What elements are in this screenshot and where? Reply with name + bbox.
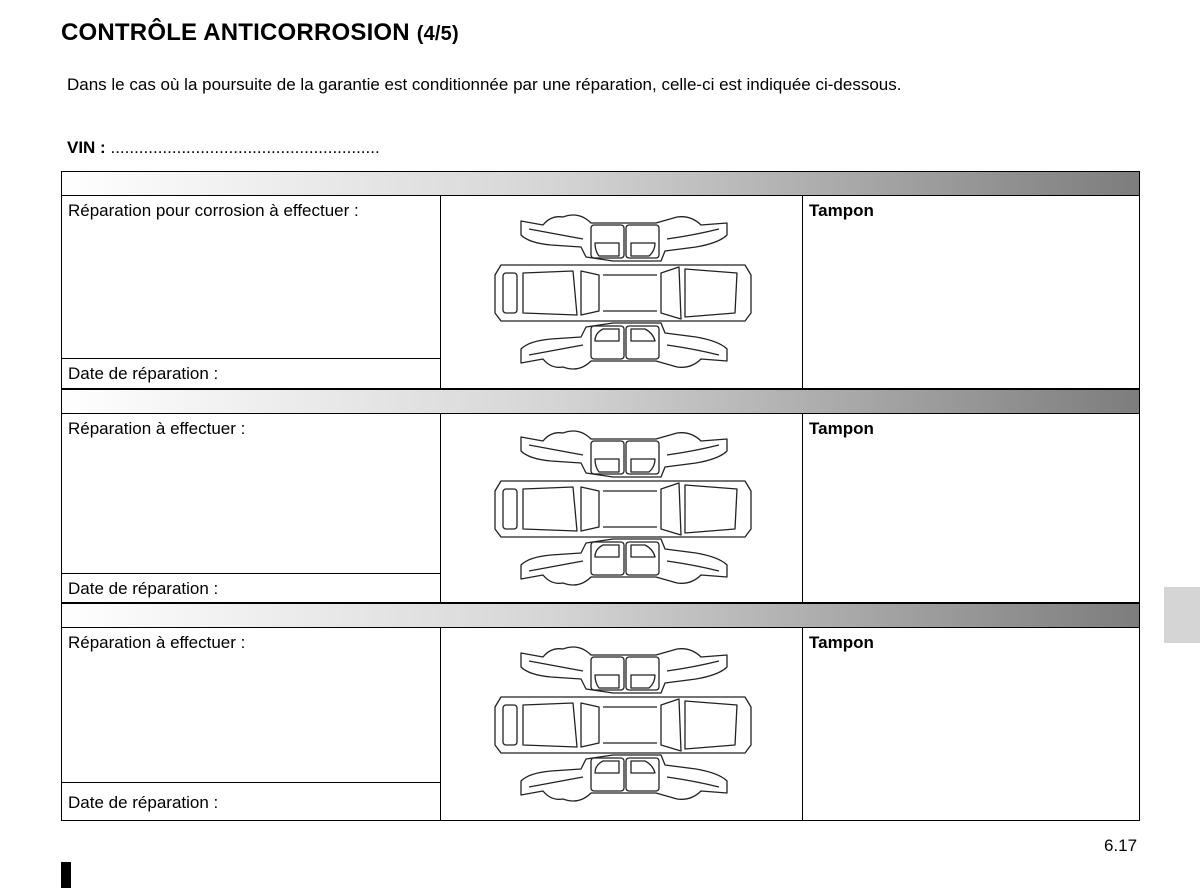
repair-label: Réparation à effectuer : [68, 633, 246, 652]
section-grid [61, 628, 1140, 821]
repair-label: Réparation pour corrosion à effectuer : [68, 201, 359, 220]
car-outline-icon [491, 429, 753, 587]
car-diagram[interactable] [441, 196, 803, 388]
car-outline-icon [491, 645, 753, 803]
date-label: Date de réparation : [68, 793, 219, 812]
page-edge-marker [61, 862, 71, 888]
stamp-field[interactable] [803, 414, 1139, 602]
section-grid [61, 414, 1140, 603]
car-outline-icon [491, 213, 753, 371]
stamp-label: Tampon [809, 419, 874, 438]
date-field[interactable] [62, 782, 441, 820]
page-title-text: CONTRÔLE ANTICORROSION [61, 19, 410, 46]
stamp-field[interactable] [803, 628, 1139, 820]
page-title [61, 19, 459, 47]
vin-field[interactable]: ......................................................... [110, 138, 380, 157]
repair-label: Réparation à effectuer : [68, 419, 246, 438]
date-label: Date de réparation : [68, 579, 219, 598]
car-diagram[interactable] [441, 628, 803, 820]
chapter-side-tab [1164, 587, 1200, 643]
stamp-field[interactable] [803, 196, 1139, 388]
car-diagram[interactable] [441, 414, 803, 602]
vin-label: VIN : [67, 138, 106, 157]
repair-field[interactable] [62, 414, 441, 573]
vin-line [67, 138, 380, 158]
date-label: Date de réparation : [68, 364, 219, 383]
page-number: 6.17 [1104, 836, 1138, 855]
intro-text: Dans le cas où la poursuite de la garantie est conditionnée par une réparation, celle-ci est indiquée ci-dessous. [67, 75, 902, 94]
section-header-band [61, 603, 1140, 628]
section-header-band [61, 171, 1140, 196]
date-field[interactable] [62, 573, 441, 602]
stamp-label: Tampon [809, 201, 874, 220]
date-field[interactable] [62, 358, 441, 388]
repair-field[interactable] [62, 196, 441, 358]
stamp-label: Tampon [809, 633, 874, 652]
page-title-suffix: (4/5) [416, 23, 459, 45]
section-grid [61, 196, 1140, 389]
section-header-band [61, 389, 1140, 414]
repair-field[interactable] [62, 628, 441, 782]
